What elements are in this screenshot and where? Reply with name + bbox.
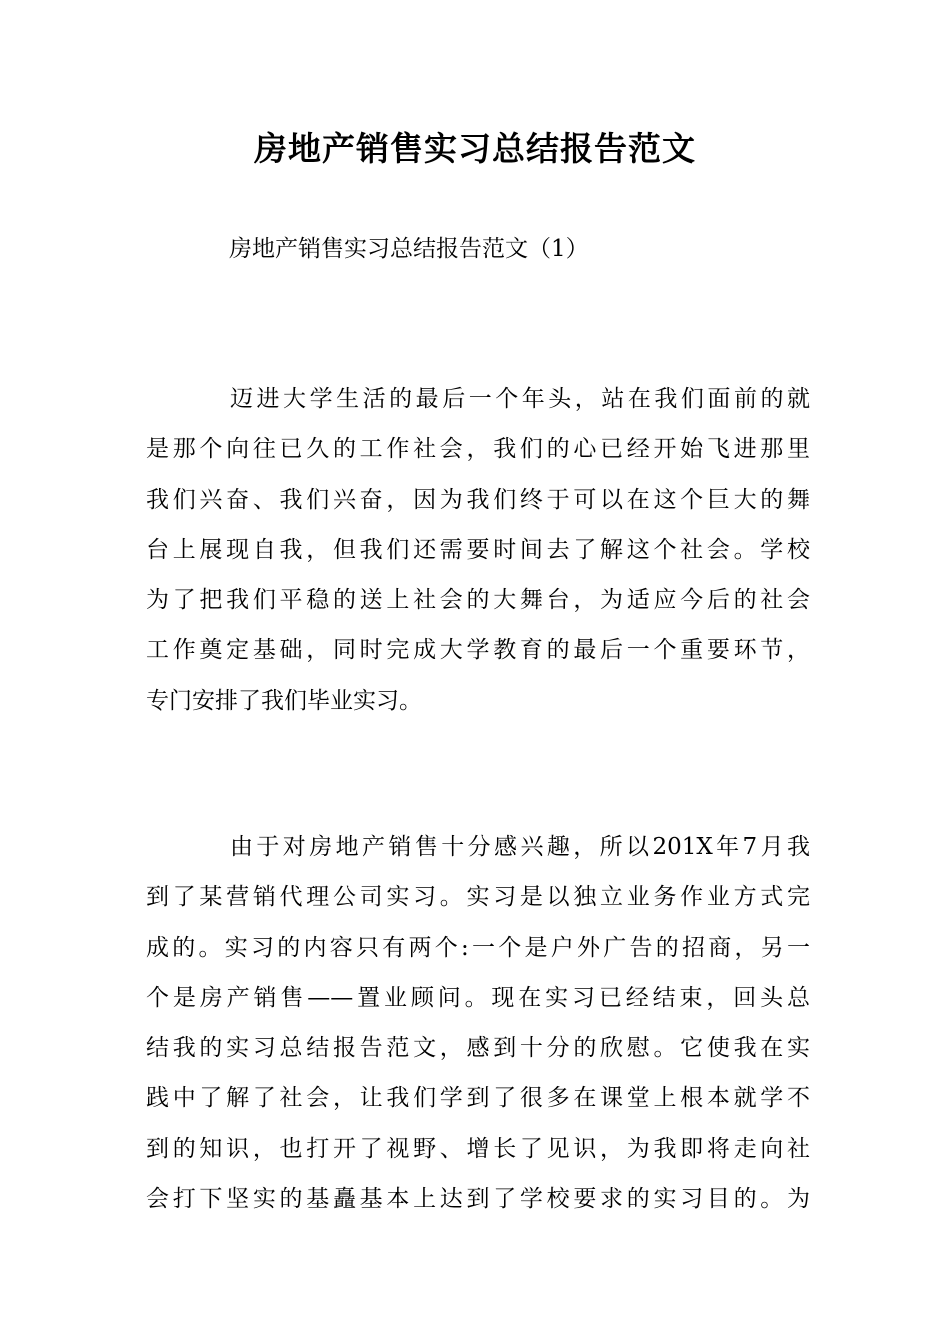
text-line: 成的。实习的内容只有两个:一个是户外广告的招商，另一 [146,934,810,961]
text-line: 个是房产销售——置业顾问。现在实习已经结束，回头总 [146,984,810,1011]
document-title: 房地产销售实习总结报告范文 [254,129,696,168]
text-line: 专门安排了我们毕业实习。 [146,687,422,714]
text-line: 我们兴奋、我们兴奋，因为我们终于可以在这个巨大的舞 [146,486,810,513]
text-line: 到的知识，也打开了视野、增长了见识，为我即将走向社 [146,1135,810,1162]
text-line: 由于对房地产销售十分感兴趣，所以201X年7月我 [230,834,810,860]
text-line: 会打下坚实的基矗基本上达到了学校要求的实习目的。为 [146,1186,810,1213]
text-line: 工作奠定基础，同时完成大学教育的最后一个重要环节， [146,637,810,664]
text-line: 台上展现自我，但我们还需要时间去了解这个社会。学校 [146,536,810,563]
text-line: 践中了解了社会，让我们学到了很多在课堂上根本就学不 [146,1085,810,1112]
paragraph-2 [146,822,810,1224]
text-line: 到了某营销代理公司实习。实习是以独立业务作业方式完 [146,884,810,911]
paragraph-1 [146,374,810,726]
text-line: 迈进大学生活的最后一个年头，站在我们面前的就 [230,386,810,412]
text-line: 为了把我们平稳的送上社会的大舞台，为适应今后的社会 [146,587,810,614]
text-line: 是那个向往已久的工作社会，我们的心已经开始飞进那里 [146,436,810,463]
text-line: 结我的实习总结报告范文，感到十分的欣慰。它使我在实 [146,1035,810,1062]
document-subtitle: 房地产销售实习总结报告范文（1） [229,236,589,262]
